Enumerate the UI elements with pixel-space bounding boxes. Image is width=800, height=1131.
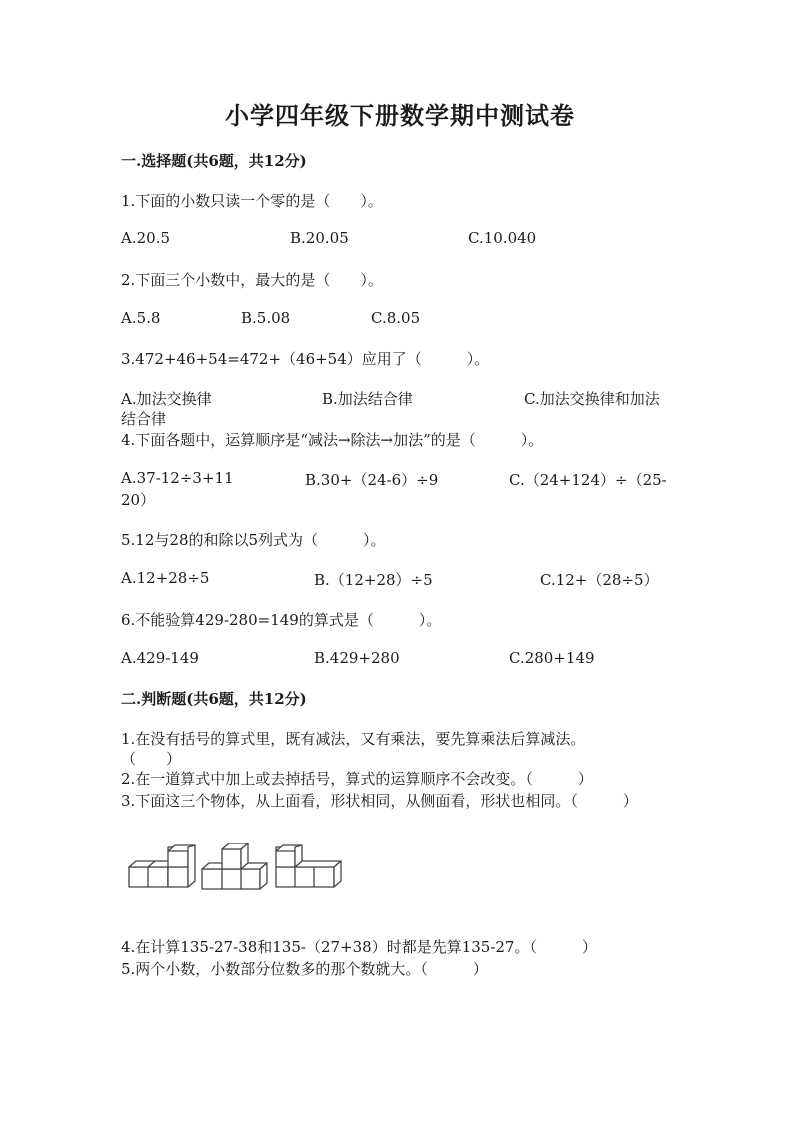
option-a: A.加法交换律 — [121, 390, 212, 408]
option-a: A.12+28÷5 — [121, 569, 210, 587]
option-a: A.20.5 — [121, 229, 170, 247]
question-stem: 4.下面各题中，运算顺序是“减法→除法→加法”的是（ ）。 — [121, 431, 544, 449]
three-cube-solids-figure — [126, 843, 346, 899]
option-c: C.280+149 — [509, 649, 595, 667]
option-c: C.12+（28÷5） — [540, 571, 659, 589]
option-b: B.加法结合律 — [322, 390, 413, 408]
option-b: B.429+280 — [314, 649, 400, 667]
judge-item: 1.在没有括号的算式里，既有减法，又有乘法，要先算乘法后算减法。 — [121, 730, 586, 748]
question-stem: 5.12与28的和除以5列式为（ ）。 — [121, 531, 386, 549]
judge-item: 5.两个小数，小数部分位数多的那个数就大。（ ） — [121, 960, 488, 978]
judge-item: 3.下面这三个物体，从上面看，形状相同，从侧面看，形状也相同。（ ） — [121, 792, 638, 810]
option-c-wrap: 20） — [121, 491, 156, 509]
judge-item-blank: （ ） — [121, 750, 182, 768]
option-c: C.（24+124）÷（25- — [509, 471, 667, 489]
question-stem: 6.不能验算429-280=149的算式是（ ）。 — [121, 611, 442, 629]
judge-item: 4.在计算135-27-38和135-（27+38）时都是先算135-27。（ ） — [121, 938, 597, 956]
question-stem: 3.472+46+54=472+（46+54）应用了（ ）。 — [121, 350, 490, 368]
section-heading-judge: 二.判断题(共6题，共12分) — [121, 690, 307, 708]
option-b: B.20.05 — [290, 229, 349, 247]
judge-item: 2.在一道算式中加上或去掉括号，算式的运算顺序不会改变。（ ） — [121, 770, 593, 788]
option-a: A.429-149 — [121, 649, 199, 667]
option-c: C.10.040 — [468, 229, 537, 247]
option-a: A.5.8 — [121, 309, 161, 327]
section-heading-choice: 一.选择题(共6题，共12分) — [121, 152, 307, 170]
question-stem: 2.下面三个小数中，最大的是（ ）。 — [121, 271, 383, 289]
cube-solid-1 — [129, 845, 195, 887]
option-a: A.37-12÷3+11 — [121, 469, 234, 487]
question-stem: 1.下面的小数只读一个零的是（ ）。 — [121, 192, 383, 210]
option-b: B.5.08 — [241, 309, 291, 327]
page-title: 小学四年级下册数学期中测试卷 — [225, 101, 575, 130]
option-c: C.加法交换律和加法 — [524, 390, 660, 408]
option-c-wrap: 结合律 — [121, 410, 167, 428]
cube-solid-3 — [276, 845, 341, 887]
option-b: B.（12+28）÷5 — [314, 571, 433, 589]
cube-solid-2 — [202, 843, 267, 889]
option-c: C.8.05 — [371, 309, 421, 327]
option-b: B.30+（24-6）÷9 — [305, 471, 439, 489]
